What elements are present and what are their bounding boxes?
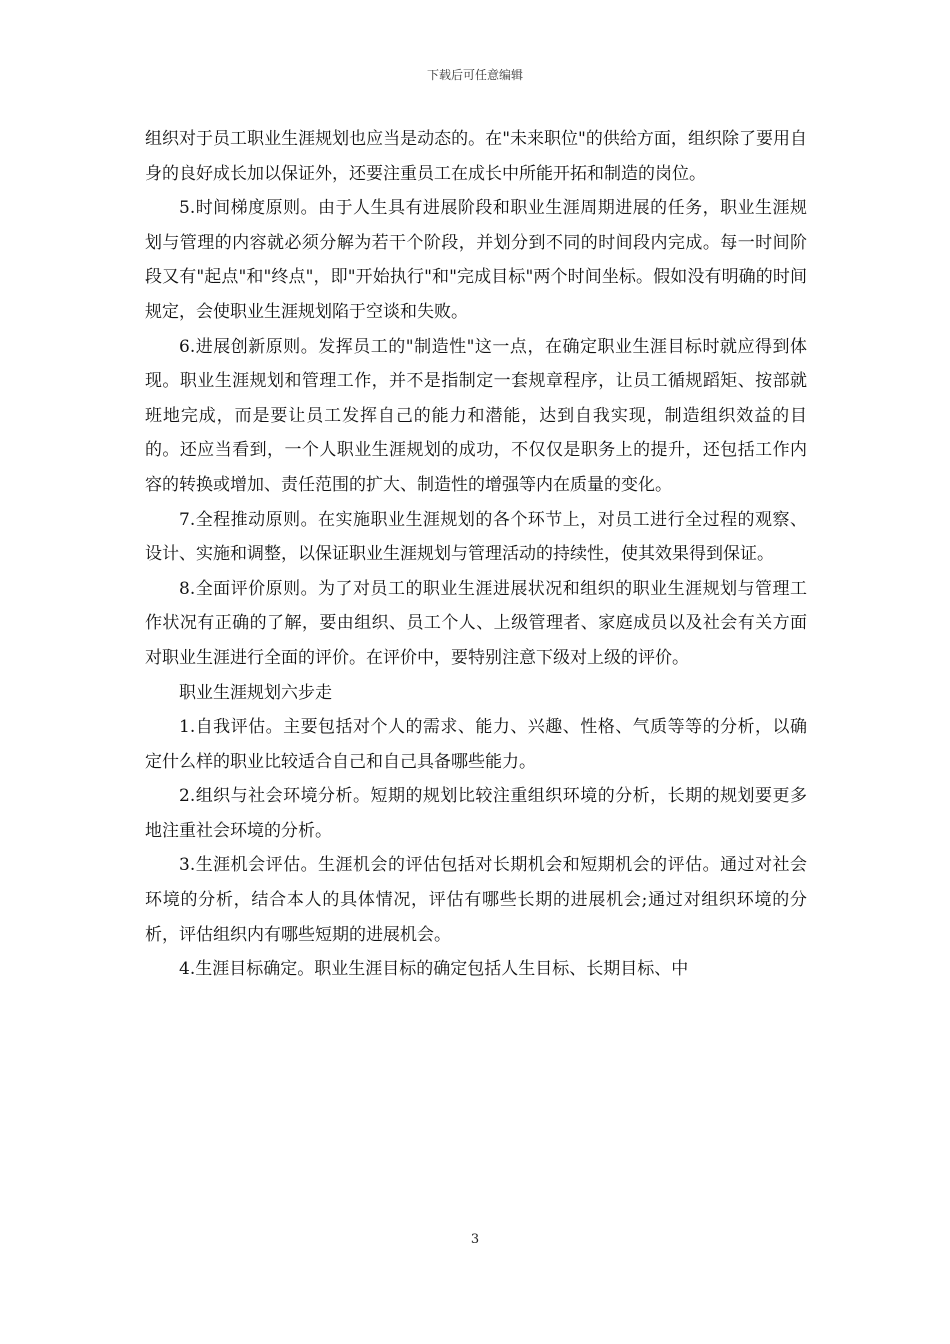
- paragraph-7: 1.自我评估。主要包括对个人的需求、能力、兴趣、性格、气质等等的分析，以确定什么样的职业比较适合自己和自己具备哪些能力。: [145, 717, 807, 772]
- page-number: 3: [470, 1232, 480, 1247]
- paragraph-8: 2.组织与社会环境分析。短期的规划比较注重组织环境的分析，长期的规划要更多地注重社会环境的分析。: [145, 786, 807, 841]
- paragraph-9: 3.生涯机会评估。生涯机会的评估包括对长期机会和短期机会的评估。通过对社会环境的分析，结合本人的具体情况，评估有哪些长期的进展机会;通过对组织环境的分析，评估组织内有哪些短期的进展机会。: [145, 855, 807, 945]
- section-heading: 职业生涯规划六步走: [179, 682, 332, 703]
- paragraph-1: 组织对于员工职业生涯规划也应当是动态的。在"未来职位"的供给方面，组织除了要用自身的良好成长加以保证外，还要注重员工在成长中所能开拓和制造的岗位。: [145, 129, 807, 184]
- paragraph-2: 5.时间梯度原则。由于人生具有进展阶段和职业生涯周期进展的任务，职业生涯规划与管理的内容就必须分解为若干个阶段，并划分到不同的时间段内完成。每一时间阶段又有"起点"和"终点"，即"开始执行"和"完成目标"两个时间坐标。假如没有明确的时间规定，会使职业生涯规划陷于空谈和失败。: [145, 198, 807, 322]
- paragraph-10: 4.生涯目标确定。职业生涯目标的确定包括人生目标、长期目标、中: [179, 959, 689, 980]
- paragraph-4: 7.全程推动原则。在实施职业生涯规划的各个环节上，对员工进行全过程的观察、设计、实施和调整，以保证职业生涯规划与管理活动的持续性，使其效果得到保证。: [145, 509, 807, 565]
- page-header: 下载后可任意编辑: [426, 68, 523, 82]
- paragraph-3: 6.进展创新原则。发挥员工的"制造性"这一点，在确定职业生涯目标时就应得到体现。职业生涯规划和管理工作，并不是指制定一套规章程序，让员工循规蹈矩、按部就班地完成，而是要让员工发挥自己的能力和潜能，达到自我实现，制造组织效益的目的。还应当看到，一个人职业生涯规划的成功，不仅仅是职务上的提升，还包括工作内容的转换或增加、责任范围的扩大、制造性的增强等内在质量的变化。: [145, 336, 807, 495]
- paragraph-5: 8.全面评价原则。为了对员工的职业生涯进展状况和组织的职业生涯规划与管理工作状况有正确的了解，要由组织、员工个人、上级管理者、家庭成员以及社会有关方面对职业生涯进行全面的评价。在评价中，要特别注意下级对上级的评价。: [145, 578, 807, 668]
- document-body: [145, 122, 807, 987]
